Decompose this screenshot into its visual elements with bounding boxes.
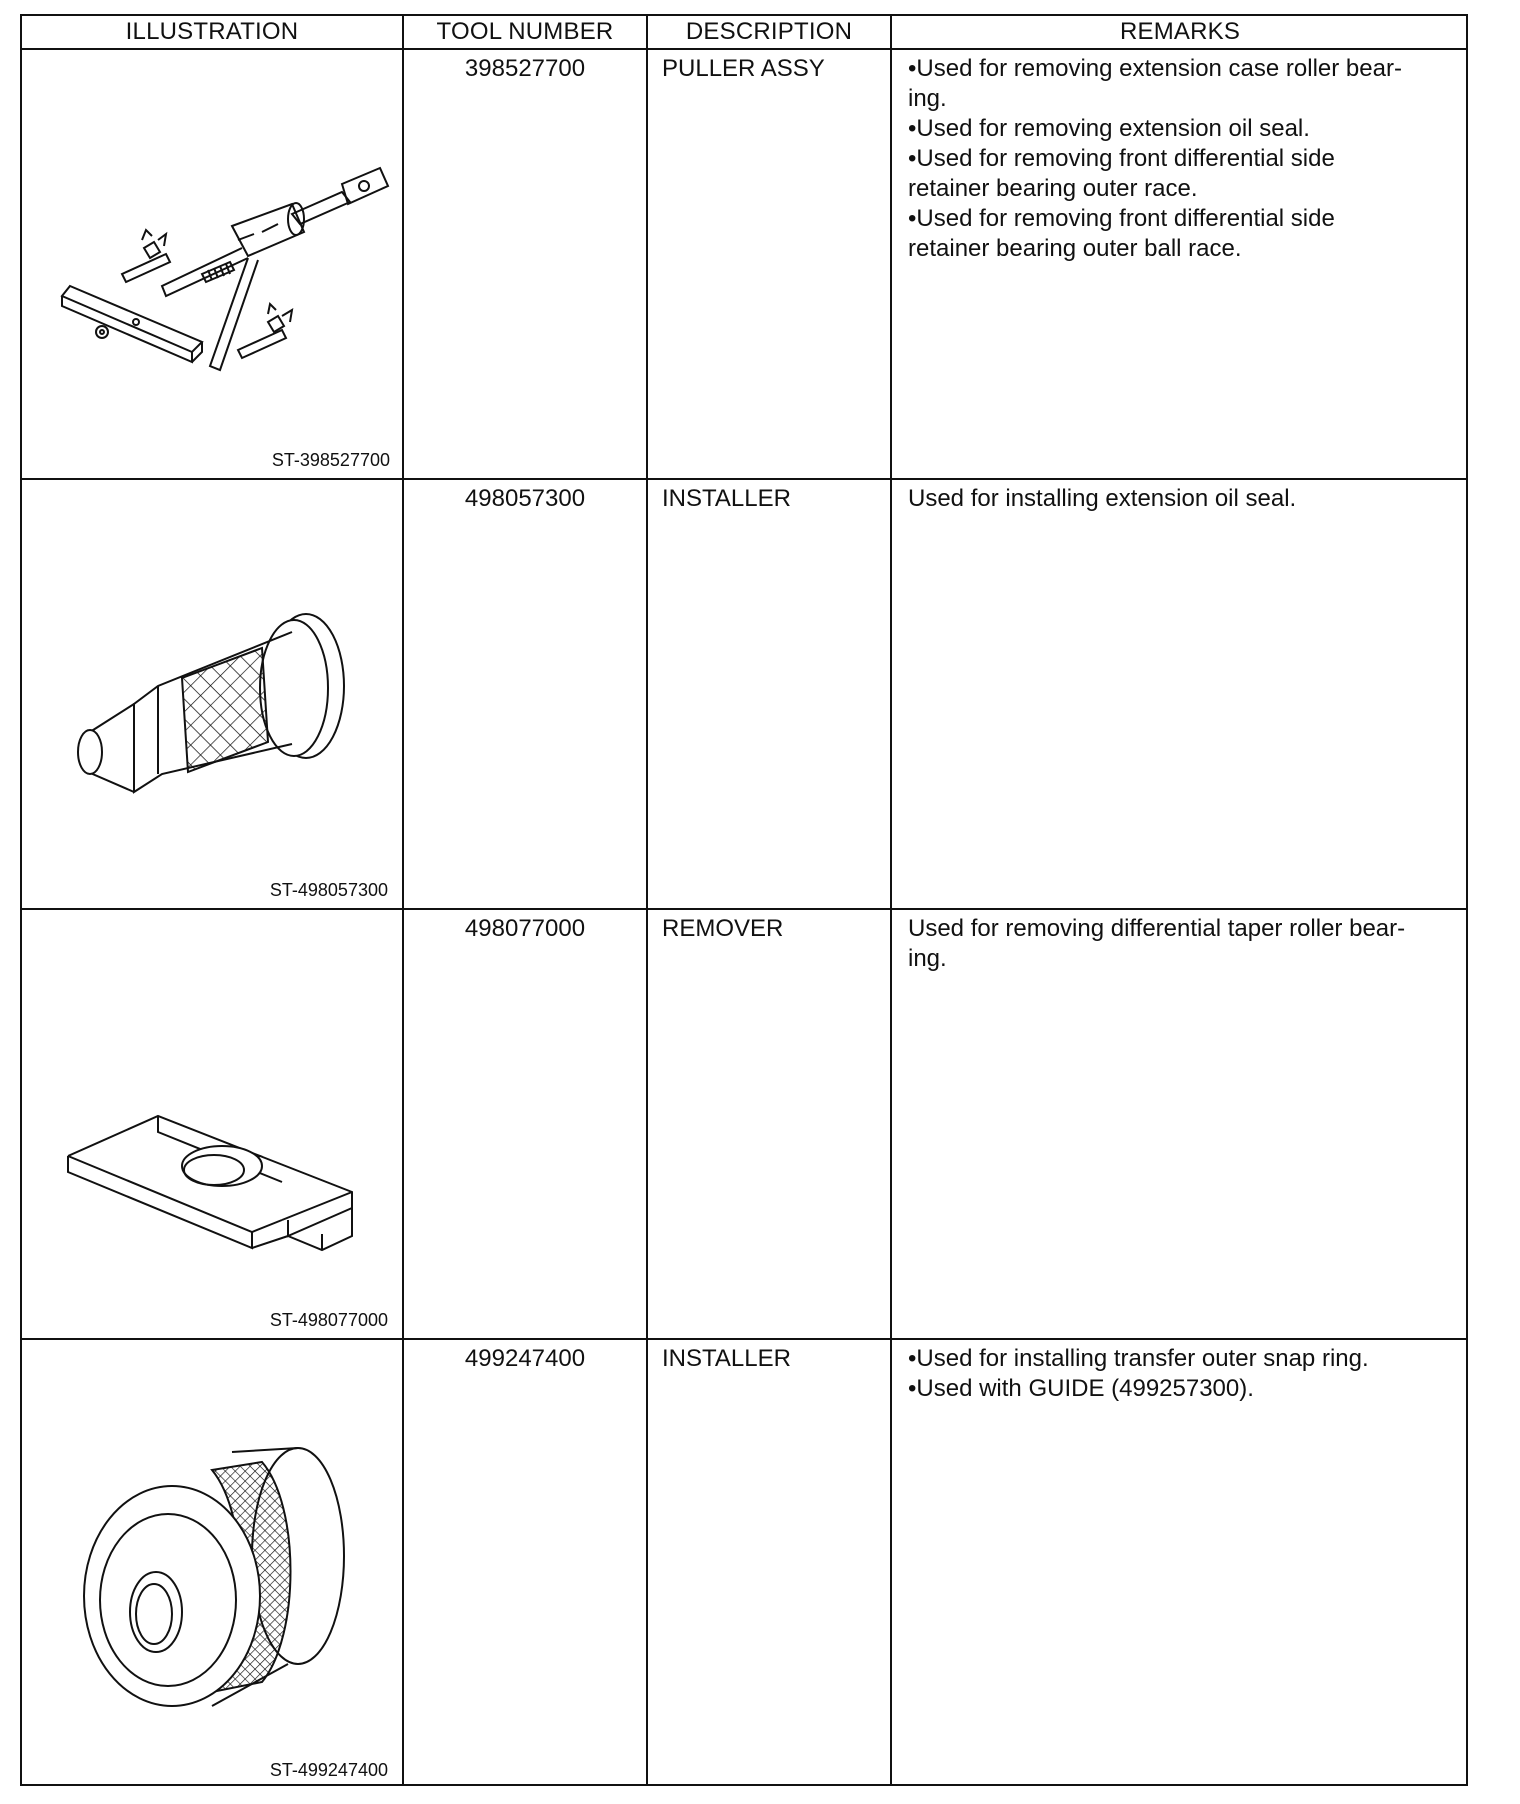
remark-line: •Used with GUIDE (499257300). — [908, 1375, 1254, 1402]
tool-description: REMOVER — [662, 915, 784, 942]
puller-assy-icon — [42, 156, 402, 416]
remark-line: •Used for removing front differential side — [908, 205, 1335, 232]
tool-number: 498057300 — [464, 485, 586, 512]
tool-remarks — [908, 484, 1464, 514]
tool-number: 398527700 — [464, 55, 586, 82]
header-remarks: REMARKS — [1119, 18, 1241, 45]
remark-line: retainer bearing outer ball race. — [908, 235, 1242, 262]
tool-remarks — [908, 914, 1464, 974]
row-divider — [22, 1338, 1466, 1340]
split-plate-remover-icon — [62, 1056, 382, 1266]
tool-remarks — [908, 54, 1464, 264]
remark-line: retainer bearing outer race. — [908, 175, 1198, 202]
row-divider — [22, 48, 1466, 50]
illustration-caption: ST-398527700 — [271, 450, 390, 470]
remark-line: •Used for removing extension oil seal. — [908, 115, 1310, 142]
tool-description: INSTALLER — [662, 1345, 791, 1372]
special-tools-table — [20, 14, 1468, 1786]
remark-line: Used for removing differential taper roller bear- — [908, 915, 1406, 942]
illustration-caption: ST-498057300 — [269, 880, 388, 900]
illustration-caption: ST-499247400 — [269, 1760, 388, 1780]
header-tool-number: TOOL NUMBER — [436, 18, 614, 45]
header-illustration: ILLUSTRATION — [125, 18, 299, 45]
tool-number: 499247400 — [464, 1345, 586, 1372]
installer-cylinder-icon — [62, 1436, 382, 1736]
header-description: DESCRIPTION — [685, 18, 853, 45]
column-divider — [646, 16, 648, 1784]
remark-line: ing. — [908, 945, 947, 972]
tool-remarks — [908, 1344, 1464, 1404]
row-divider — [22, 908, 1466, 910]
tool-description: PULLER ASSY — [662, 55, 825, 82]
row-divider — [22, 478, 1466, 480]
column-divider — [402, 16, 404, 1784]
remark-line: •Used for installing transfer outer snap ring. — [908, 1345, 1369, 1372]
illustration-caption: ST-498077000 — [269, 1310, 388, 1330]
remark-line: •Used for removing extension case roller bear- — [908, 55, 1402, 82]
remark-line: ing. — [908, 85, 947, 112]
remark-line: •Used for removing front differential side — [908, 145, 1335, 172]
remark-line: Used for installing extension oil seal. — [908, 485, 1297, 512]
installer-knurled-icon — [62, 596, 382, 856]
column-divider — [890, 16, 892, 1784]
tool-description: INSTALLER — [662, 485, 791, 512]
tool-number: 498077000 — [464, 915, 586, 942]
